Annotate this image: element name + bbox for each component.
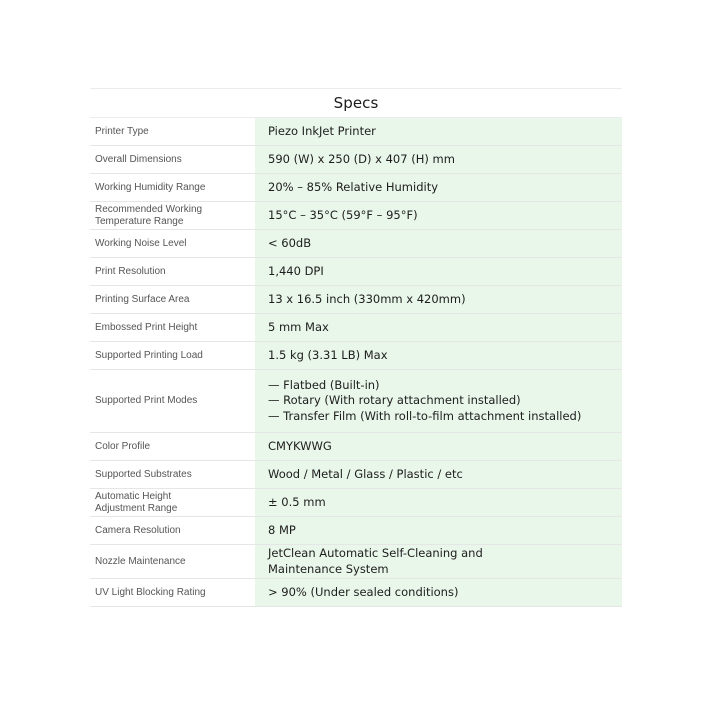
spec-label [90,433,255,460]
specs-header [90,88,622,118]
spec-value [255,545,622,578]
spec-label-text: Supported Print Modes [95,395,198,406]
specs-title: Specs [333,94,379,112]
spec-value-line: 590 (W) x 250 (D) x 407 (H) mm [268,151,455,166]
spec-label [90,517,255,544]
spec-label-text: Working Humidity Range [95,181,206,193]
spec-label [90,314,255,341]
spec-value [255,146,622,173]
spec-value-line: ± 0.5 mm [268,494,326,509]
spec-label-text: UV Light Blocking Rating [95,586,206,598]
spec-value-line: 1.5 kg (3.31 LB) Max [268,347,388,362]
spec-value [255,370,622,432]
spec-value [255,314,622,341]
spec-value-line: Maintenance System [268,561,389,576]
spec-value-line: Wood / Metal / Glass / Plastic / etc [268,466,463,481]
spec-row [90,118,622,146]
spec-label [90,342,255,369]
spec-label-text: Color Profile [95,440,151,452]
spec-label [90,286,255,313]
spec-row [90,258,622,286]
spec-label-text: Camera Resolution [95,524,181,536]
spec-label-text: Nozzle Maintenance [95,555,186,567]
spec-label-line: Adjustment Range [95,502,178,514]
spec-label-text: Print Resolution [95,265,166,277]
spec-label [90,118,255,145]
spec-value-line: CMYKWWG [268,438,332,453]
spec-value-line: 8 MP [268,522,296,537]
spec-value [255,230,622,257]
spec-row [90,579,622,607]
spec-row [90,461,622,489]
spec-label [90,489,255,516]
spec-value [255,174,622,201]
spec-row [90,202,622,230]
spec-label [90,461,255,488]
spec-value-line: — Flatbed (Built-in) [268,377,380,392]
spec-label [90,146,255,173]
spec-row [90,342,622,370]
spec-label [90,258,255,285]
spec-label-text: Supported Substrates [95,468,192,480]
spec-value [255,258,622,285]
spec-row [90,230,622,258]
specs-table [90,88,622,607]
spec-label-text: Overall Dimensions [95,153,182,165]
spec-value-line: Piezo InkJet Printer [268,123,376,138]
spec-value [255,342,622,369]
spec-value-line: > 90% (Under sealed conditions) [268,584,459,599]
spec-value-line: 15°C – 35°C (59°F – 95°F) [268,207,418,222]
spec-label [90,202,255,229]
spec-value [255,433,622,460]
spec-value-line: 1,440 DPI [268,263,324,278]
spec-value-line: < 60dB [268,235,312,250]
spec-value-line: 20% – 85% Relative Humidity [268,179,439,194]
spec-value-line: 13 x 16.5 inch (330mm x 420mm) [268,291,466,306]
spec-value-line: 5 mm Max [268,319,329,334]
spec-value [255,202,622,229]
spec-label [90,579,255,606]
specs-rows [90,118,622,607]
spec-value-line: JetClean Automatic Self-Cleaning and [268,546,483,560]
spec-label [90,370,255,432]
spec-label [90,174,255,201]
spec-row [90,433,622,461]
spec-value-line: — Rotary (With rotary attachment installed) [268,393,521,408]
spec-value [255,286,622,313]
spec-label-line: Temperature Range [95,215,184,227]
spec-label-line: Recommended Working [95,203,203,215]
spec-label-text: Printing Surface Area [95,293,190,305]
spec-value [255,579,622,606]
spec-value [255,118,622,145]
spec-row [90,174,622,202]
spec-label-text: Working Noise Level [95,237,187,249]
spec-row [90,545,622,579]
spec-row [90,314,622,342]
spec-row [90,517,622,545]
spec-value-line: — Transfer Film (With roll-to-film attachment installed) [268,408,582,423]
spec-value [255,461,622,488]
spec-label-text: Printer Type [95,125,149,137]
spec-value [255,489,622,516]
spec-label [90,230,255,257]
spec-row [90,370,622,433]
spec-row [90,489,622,517]
spec-value [255,517,622,544]
spec-label [90,545,255,578]
spec-label-text: Embossed Print Height [95,321,198,333]
spec-row [90,146,622,174]
spec-label-line: Automatic Height [95,490,172,502]
spec-row [90,286,622,314]
spec-label-text: Supported Printing Load [95,349,203,361]
